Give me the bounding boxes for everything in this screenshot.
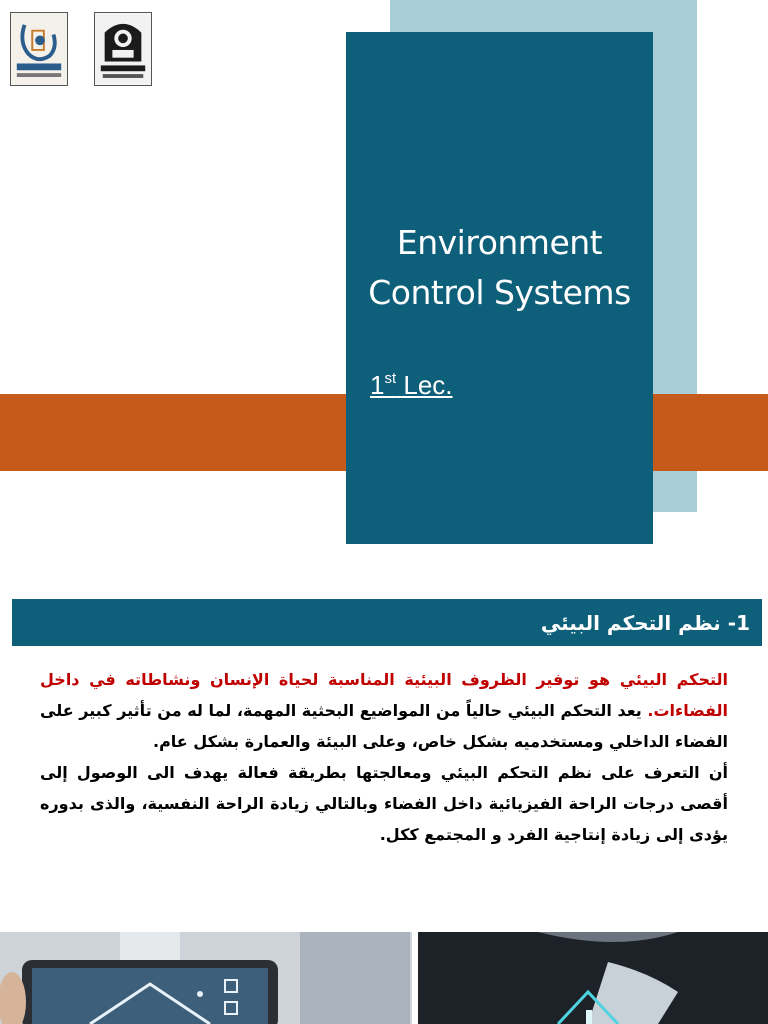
body-text [40,664,728,850]
hand-house-photo [418,932,768,1024]
lecture-text: Lec. [396,370,453,400]
paragraph-1-rest: يعد التحكم البيئي حالياً من المواضيع البحثية المهمة، لما له من تأثير كبير على الفضاء الداخلي ومستخدميه بشكل خاص، وعلى البيئة والعمارة بشكل عام. [40,701,728,751]
lecture-number: 1 [370,370,385,400]
university-logo-icon [94,12,152,86]
architecture-dept-logo-icon [10,12,68,86]
section-heading-bar [12,599,762,646]
smart-home-photo [0,932,412,1024]
slide-title [346,218,653,318]
title-line-2: Control Systems [368,273,631,312]
section-heading: 1- نظم التحكم البيئي [540,610,750,635]
lecture-label [370,370,453,401]
definition-text: التحكم البيئي هو توفير الظروف البيئية المناسبة لحياة الإنسان ونشاطاته في داخل الفضاءات. [40,670,728,720]
lecture-suffix: st [384,370,397,387]
paragraph-1 [40,664,728,757]
paragraph-2: أن التعرف على نظم التحكم البيئي ومعالجتها بطريقة فعالة يهدف الى الوصول إلى أقصى درجات الراحة الفيزيائية داخل الفضاء وبالتالي زيادة الراحة النفسية، والذى بدوره يؤدى إلى زيادة إنتاجية الفرد و المجتمع ككل. [40,763,728,844]
title-line-1: Environment [396,223,603,262]
